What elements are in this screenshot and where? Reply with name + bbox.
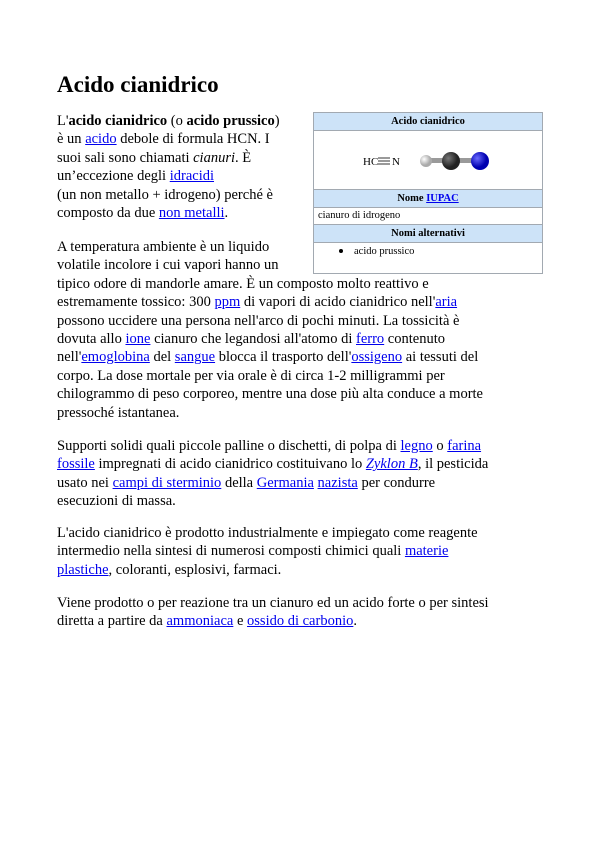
paragraph-zyklon: Supporti solidi quali piccole palline o dischetti, di polpa di legno o farina fossile impregnati di acido cianidrico costituivano lo Zyklon B, il pesticida usato nei campi di sterminio della Germania nazista per condurre esecuzioni di massa.: [57, 438, 489, 510]
link-plastiche[interactable]: plastiche: [57, 561, 109, 578]
bold-term: acido prussico: [186, 113, 275, 129]
paragraph-intro: L'acido cianidrico (o acido prussico) è un acido debole di formula HCN. I suoi sali sono chiamati cianuri. È un’eccezione degli idracidi (un non metallo + idrogeno) perché è composto da due non metalli.: [57, 113, 280, 222]
link-ferro[interactable]: ferro: [356, 331, 385, 348]
page-title: Acido cianidrico: [57, 72, 219, 97]
iupac-name: cianuro di idrogeno: [314, 208, 542, 225]
paragraph-production: Viene prodotto o per reazione tra un cianuro ed un acido forte o per sintesi diretta a partire da ammoniaca e ossido di carbonio.: [57, 595, 489, 630]
alt-names-header: Nomi alternativi: [314, 225, 542, 243]
bold-term: acido cianidrico: [68, 113, 168, 129]
link-acido[interactable]: acido: [85, 131, 117, 148]
link-zyklon-b[interactable]: Zyklon B: [365, 456, 418, 473]
link-campi-di-sterminio[interactable]: campi di sterminio: [112, 474, 222, 491]
iupac-header: [314, 190, 542, 208]
link-aria[interactable]: aria: [435, 294, 458, 311]
iupac-link[interactable]: IUPAC: [426, 193, 459, 204]
link-farina[interactable]: farina: [447, 438, 482, 454]
structure-image: [314, 131, 542, 190]
link-ione[interactable]: ione: [125, 331, 151, 348]
alt-name-item: acido prussico: [354, 246, 415, 257]
link-legno[interactable]: legno: [400, 438, 433, 454]
paragraph-industrial: L'acido cianidrico è prodotto industrialmente e impiegato come reagente intermedio nella sintesi di numerosi composti chimici quali materie plastiche, coloranti, esplosivi, farmaci.: [57, 525, 478, 578]
link-germania[interactable]: Germania: [256, 474, 314, 491]
link-ossigeno[interactable]: ossigeno: [351, 349, 403, 366]
infobox-header: Acido cianidrico: [314, 113, 542, 131]
link-materie[interactable]: materie: [404, 543, 449, 560]
link-idracidi[interactable]: idracidi: [169, 168, 215, 185]
link-ammoniaca[interactable]: ammoniaca: [166, 613, 234, 630]
molecule-icon: [314, 131, 542, 189]
link-sangue[interactable]: sangue: [174, 349, 216, 366]
link-fossile[interactable]: fossile: [57, 456, 95, 473]
svg-text:N: N: [392, 156, 400, 168]
link-nazista[interactable]: nazista: [317, 474, 358, 491]
paragraph-toxicity: A temperatura ambiente è un liquido volatile incolore i cui vapori hanno un tipico odore di mandorle amare. È un composto molto reattivo e estremamente tossico: 300 ppm di vapori di acido cianidrico nell'aria possono uccidere una persona nell'arco di pochi minuti. La tossicità è dovuta allo ione cianuro che legandosi all'atomo di ferro contenuto nell'emoglobina del sangue blocca il trasporto dell'ossigeno ai tessuti del corpo. La dose mortale per via orale è di circa 1-2 milligrammi per chilogrammo di peso corporeo, mentre una dose più alta conduce a morte pressoché istantanea.: [57, 239, 483, 421]
link-emoglobina[interactable]: emoglobina: [81, 349, 150, 366]
link-non-metalli[interactable]: non metalli: [158, 205, 225, 222]
svg-text:HC: HC: [363, 156, 379, 168]
link-ossido-di-carbonio[interactable]: ossido di carbonio: [247, 613, 354, 630]
iupac-prefix: Nome: [397, 193, 427, 204]
link-ppm[interactable]: ppm: [214, 294, 241, 311]
